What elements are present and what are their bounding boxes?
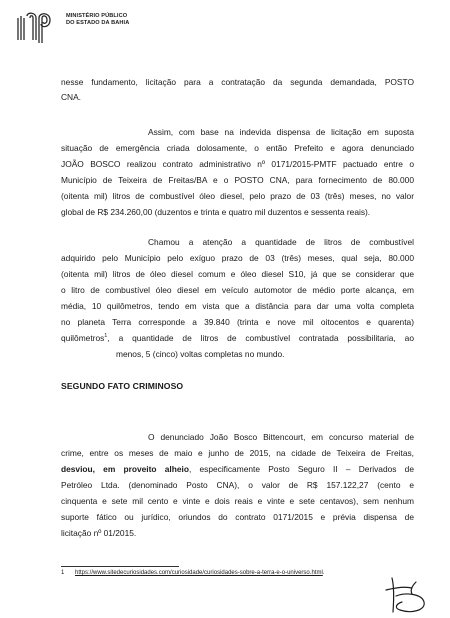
- footnote: [61, 569, 324, 577]
- bold-phrase: desviou, em proveito alheio: [61, 464, 189, 474]
- footnote-suffix: .: [322, 570, 325, 576]
- organization-name: [66, 13, 129, 28]
- paragraph-4-line: Petróleo Ltda. (denominado Posto CNA), o valor de R$ 157.122,27 (cento e: [61, 480, 414, 490]
- org-line-2: DO ESTADO DA BAHIA: [66, 20, 130, 27]
- paragraph-3-line: média, 10 quilômetros, tendo em vista que a distância para dar uma volta completa: [61, 301, 414, 311]
- paragraph-4-line: suporte fático ou jurídico, oriundos do contrato 0171/2015 e prévia dispensa de: [61, 512, 414, 522]
- paragraph-4-line: O denunciado João Bosco Bittencourt, em concurso material de: [148, 432, 414, 442]
- section-heading: SEGUNDO FATO CRIMINOSO: [61, 381, 184, 391]
- footnote-divider: [61, 566, 179, 567]
- paragraph-4-line: cinquenta e sete mil cento e vinte e dois reais e vinte e sete centavos), sem nenhum: [61, 496, 414, 506]
- paragraph-4-line: [61, 462, 414, 477]
- footnote-number: 1: [61, 570, 65, 576]
- paragraph-2-line: global de R$ 234.260,00 (duzentos e trinta e quatro mil duzentos e sessenta reais).: [61, 207, 371, 217]
- paragraph-2-line: Município de Teixeira de Freitas/BA e o POSTO CNA, para fornecimento de 80.000: [61, 175, 414, 185]
- paragraph-3-text: , a quantidade de litros de combustível contratada possibilitaria, ao: [107, 333, 414, 343]
- paragraph-4-line: licitação nº 01/2015.: [61, 528, 137, 538]
- paragraph-2-line: situação de emergência criada dolosamente, o então Prefeito e agora denunciado: [61, 143, 414, 153]
- mp-ba-logo-icon: [14, 10, 62, 44]
- paragraph-2-line: Assim, com base na indevida dispensa de licitação em suposta: [148, 127, 414, 137]
- paragraph-3-line: adquirido pelo Município pelo exíguo prazo de 03 (três) meses, qual seja, 80.000: [61, 253, 414, 263]
- paragraph-3-line: o litro de combustível óleo diesel em veículo automotor de médio porte alcança, em: [61, 285, 414, 295]
- paragraph-4-text: , especificamente Posto Seguro II – Derivados de: [188, 464, 414, 474]
- paragraph-1-line: nesse fundamento, licitação para a contratação da segunda demandada, POSTO: [61, 77, 414, 87]
- paragraph-2-line: JOÃO BOSCO realizou contrato administrativo nº 0171/2015-PMTF pactuado entre o: [61, 159, 414, 169]
- footnote-anchor-word: quilômetros: [61, 333, 105, 343]
- paragraph-1-line: CNA.: [61, 92, 82, 102]
- paragraph-3-line: no planeta Terra corresponde a 39.840 (trinta e nove mil oitocentos e quarenta): [61, 317, 414, 327]
- paragraph-2-line: (oitenta mil) litros de combustível óleo diesel, pelo prazo de 03 (três) meses, no valor: [61, 191, 414, 201]
- paragraph-3-line: Chamou a atenção a quantidade de litros de combustível: [148, 237, 414, 247]
- paragraph-4-line: crime, entre os meses de maio e junho de 2015, na cidade de Teixeira de Freitas,: [61, 448, 414, 458]
- paragraph-3-line: (oitenta mil) litros de óleo diesel comum e óleo diesel S10, já que se considerar que: [61, 269, 414, 279]
- paragraph-3-line: [61, 331, 414, 346]
- org-line-1: MINISTÉRIO PÚBLICO: [66, 13, 128, 19]
- handwritten-signature-icon: [382, 576, 428, 616]
- footnote-reference[interactable]: 1: [104, 333, 108, 340]
- footnote-link[interactable]: https://www.sitedecuriosidades.com/curiosidade/curiosidades-sobre-a-terra-e-o-universo.html: [75, 570, 323, 576]
- paragraph-3-line: menos, 5 (cinco) voltas completas no mundo.: [116, 349, 285, 359]
